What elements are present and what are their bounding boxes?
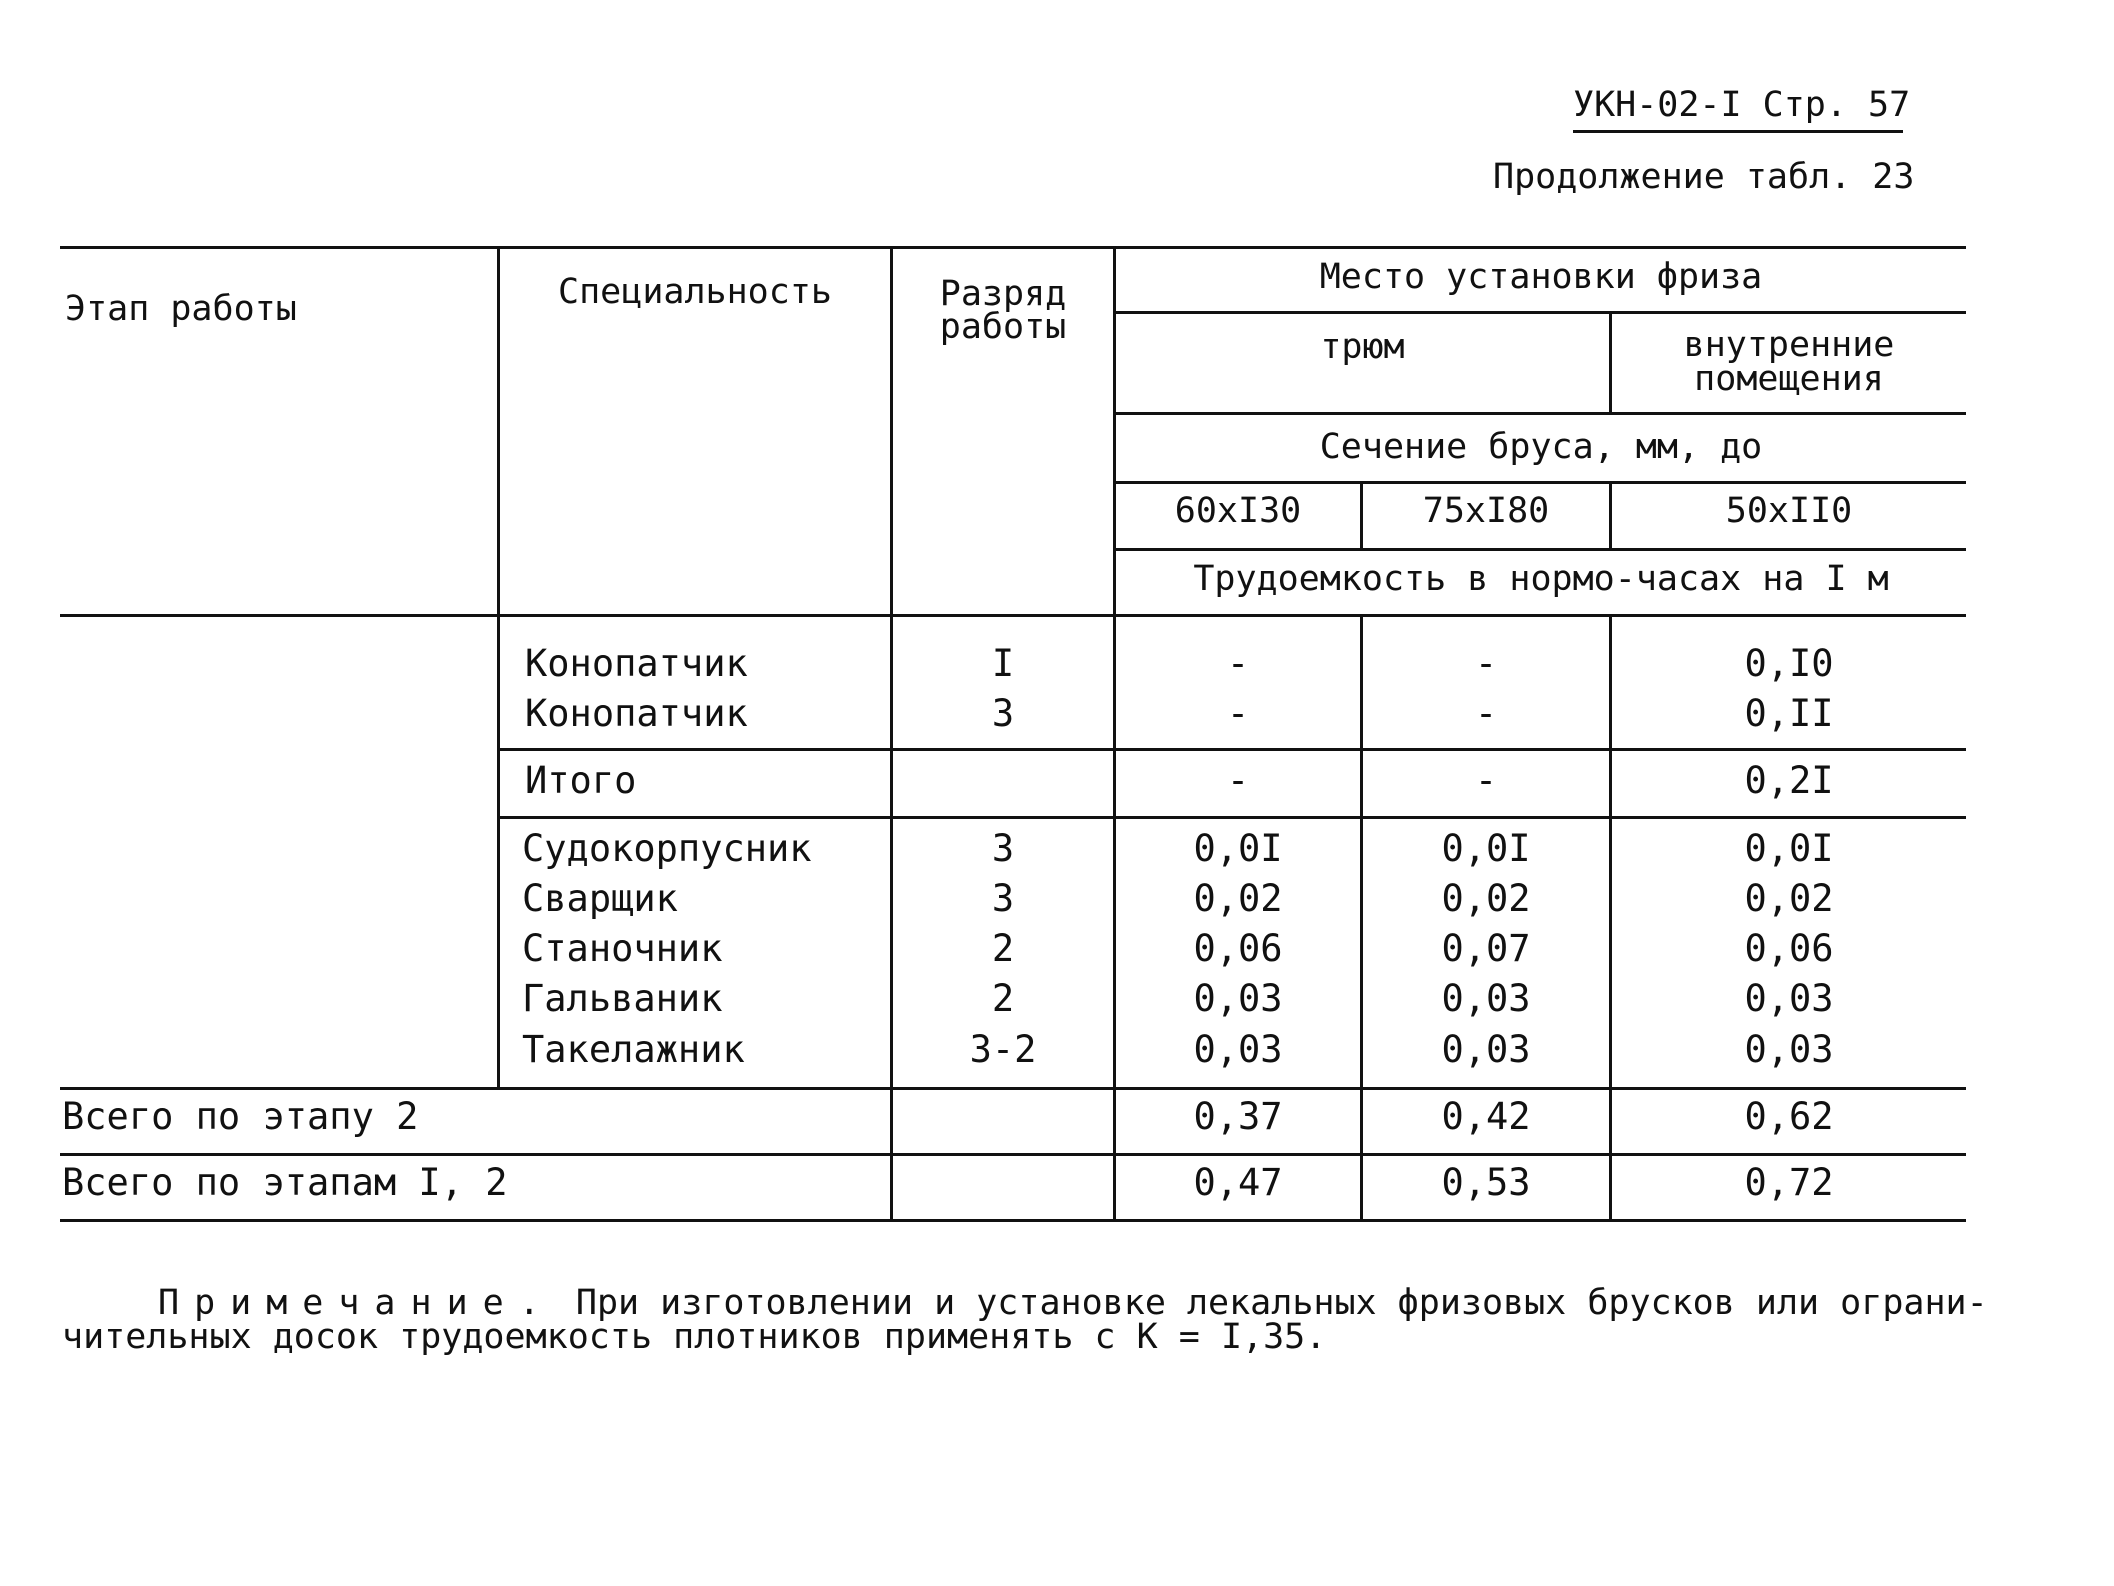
cell-value-2: 0,03: [1441, 1028, 1531, 1071]
cell-value-2: -: [1474, 642, 1498, 685]
header-specialty: Специальность: [558, 272, 832, 312]
cell-value-2: 0,02: [1441, 877, 1531, 920]
col-divider-stage: [497, 246, 500, 1087]
header-grade-line2: работы: [939, 307, 1067, 347]
note-text-1: При изготовлении и установке лекальных фризовых брусков или ограни-: [575, 1283, 1988, 1323]
cell-value-3: 0,72: [1744, 1161, 1834, 1204]
rule-subtotal-bottom: [500, 816, 1966, 819]
cell-value-1: 0,06: [1193, 927, 1283, 970]
rule-subtotal-top: [500, 748, 1966, 751]
cell-value-2: 0,42: [1441, 1095, 1531, 1138]
header-grade-line1: Разряд: [939, 274, 1067, 314]
rule-section: [1115, 481, 1966, 484]
cell-grade: 3: [991, 877, 1015, 920]
cell-value-2: 0,07: [1441, 927, 1531, 970]
header-section: Сечение бруса, мм, до: [1319, 427, 1763, 467]
cell-specialty: Конопатчик: [525, 642, 748, 685]
cell-value-1: 0,37: [1193, 1095, 1283, 1138]
rule-hold: [1115, 412, 1966, 415]
cell-value-3: 0,02: [1744, 877, 1834, 920]
cell-specialty: Судокорпусник: [522, 827, 812, 870]
cell-value-1: -: [1226, 642, 1250, 685]
cell-specialty: Сварщик: [522, 877, 678, 920]
cell-value-2: 0,03: [1441, 977, 1531, 1020]
header-internal-line1: внутренние: [1683, 325, 1895, 365]
header-size2: 75xI80: [1422, 491, 1550, 531]
header-labor: Трудоемкость в нормо-часах на I м: [1193, 559, 1889, 599]
cell-value-1: -: [1226, 692, 1250, 735]
col-divider-specialty: [890, 246, 893, 1219]
cell-value-3: 0,06: [1744, 927, 1834, 970]
header-size3: 50xII0: [1725, 491, 1853, 531]
cell-value-3: 0,II: [1744, 692, 1834, 735]
cell-specialty: Такелажник: [522, 1028, 745, 1071]
header-location: Место установки фриза: [1319, 257, 1763, 297]
header-size1: 60xI30: [1174, 491, 1302, 531]
note-label: Примечание.: [158, 1283, 555, 1323]
cell-value-3: 0,2I: [1744, 759, 1834, 802]
total-stages12-label: Всего по этапам I, 2: [62, 1161, 508, 1204]
cell-value-2: -: [1474, 759, 1498, 802]
cell-specialty: Станочник: [522, 927, 723, 970]
cell-value-1: 0,03: [1193, 1028, 1283, 1071]
cell-grade: 3: [991, 692, 1015, 735]
header-internal-line2: помещения: [1694, 359, 1884, 399]
table-bottom-rule: [60, 1219, 1966, 1222]
cell-value-2: -: [1474, 692, 1498, 735]
cell-value-1: 0,47: [1193, 1161, 1283, 1204]
cell-value-3: 0,62: [1744, 1095, 1834, 1138]
table-top-rule: [60, 246, 1966, 249]
header-stage: Этап работы: [65, 289, 297, 329]
cell-specialty: Гальваник: [522, 977, 723, 1020]
cell-value-1: -: [1226, 759, 1250, 802]
header-bottom-rule: [60, 614, 1966, 617]
col-divider-grade: [1113, 246, 1116, 1219]
cell-grade: 2: [991, 977, 1015, 1020]
rule-total-stage2-top: [60, 1087, 1966, 1090]
rule-location: [1115, 311, 1966, 314]
page-code: УКН-02-I Стр. 57: [1573, 85, 1911, 125]
note-line-2: чительных досок трудоемкость плотников применять с К = I,35.: [62, 1317, 1327, 1357]
cell-value-1: 0,0I: [1193, 827, 1283, 870]
continuation-label: Продолжение табл. 23: [1493, 157, 1915, 197]
cell-grade: 2: [991, 927, 1015, 970]
cell-value-2: 0,0I: [1441, 827, 1531, 870]
cell-value-3: 0,03: [1744, 1028, 1834, 1071]
cell-grade: 3-2: [969, 1028, 1037, 1071]
cell-value-2: 0,53: [1441, 1161, 1531, 1204]
total-stage2-label: Всего по этапу 2: [62, 1095, 419, 1138]
cell-value-3: 0,I0: [1744, 642, 1834, 685]
cell-value-3: 0,03: [1744, 977, 1834, 1020]
rule-total-stages-top: [60, 1153, 1966, 1156]
cell-specialty: Конопатчик: [525, 692, 748, 735]
page-code-underline: [1573, 130, 1903, 133]
note-line-1: [158, 1283, 1988, 1323]
cell-value-1: 0,03: [1193, 977, 1283, 1020]
cell-value-3: 0,0I: [1744, 827, 1834, 870]
rule-sizes: [1115, 548, 1966, 551]
subtotal-label: Итого: [525, 759, 637, 802]
header-hold: трюм: [1320, 327, 1405, 367]
cell-value-1: 0,02: [1193, 877, 1283, 920]
cell-grade: I: [991, 642, 1015, 685]
cell-grade: 3: [991, 827, 1015, 870]
